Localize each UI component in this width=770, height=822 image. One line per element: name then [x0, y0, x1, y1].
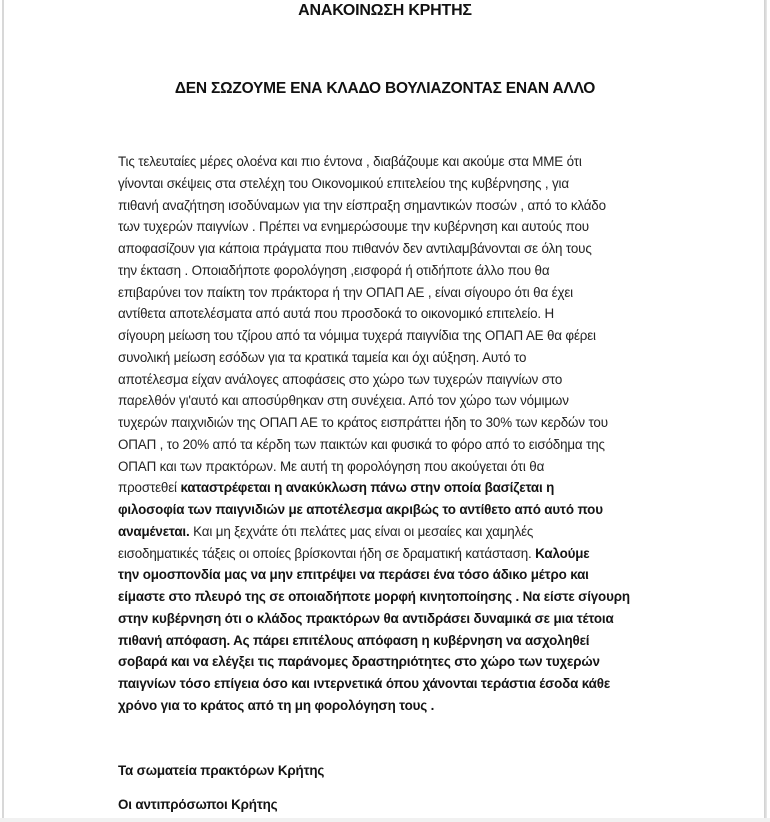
body-text-run: επιβαρύνει τον παίκτη τον πράκτορα ή την ΟΠΑΠ ΑΕ , είναι σίγουρο ότι θα έχει [118, 284, 573, 300]
body-line [118, 521, 663, 543]
body-text-bold-run: πιθανή απόφαση. Ας πάρει επιτέλους απόφαση η κυβέρνηση να ασχοληθεί [118, 632, 590, 648]
body-text-bold-run: φιλοσοφία των παιγνιδιών με αποτέλεσμα ακριβώς το αντίθετο από αυτό που [118, 502, 603, 517]
body-text-run: πιθανή αναζήτηση ισοδύναμων για την είσπραξη σημαντικών ποσών , από το κλάδο [118, 197, 606, 213]
body-text-run: Και μη ξεχνάτε ότι πελάτες μας είναι οι μεσαίες και χαμηλές [189, 523, 534, 539]
body-line [118, 369, 663, 391]
body-text-run: παρελθόν γι'αυτό και αποσύρθηκαν στη συνέχεια. Από τον χώρο των νόμιμων [118, 393, 569, 409]
body-line [118, 260, 663, 282]
page-left-edge [2, 0, 4, 822]
body-line [118, 347, 663, 369]
signature-representatives: Οι αντιπρόσωποι Κρήτης [118, 797, 278, 812]
body-line [118, 499, 663, 521]
body-text-run: την έκταση . Οποιαδήποτε φορολόγηση ,εισφορά ή οτιδήποτε άλλο που θα [118, 262, 550, 278]
body-line [118, 390, 663, 412]
body-line [118, 173, 663, 195]
page-bottom-edge [0, 818, 770, 822]
body-text-run: αποφασίζουν για κάποια πράγματα που πιθανόν δεν αντιλαμβάνονται σε όλη τους [118, 241, 592, 256]
body-line [118, 673, 663, 695]
document-heading: ΑΝΑΚΟΙΝΩΣΗ ΚΡΗΤΗΣ [298, 2, 472, 19]
body-line [118, 434, 663, 456]
body-text-run: ΟΠΑΠ , το 20% από τα κέρδη των παικτών και φυσικά το φόρο από το εισόδημα της [118, 436, 605, 452]
body-text-bold-run: αναμένεται. [118, 523, 190, 539]
body-text-bold-run: Καλούμε [535, 545, 590, 561]
body-text-bold-run: είμαστε στο πλευρό της σε οποιαδήποτε μορφή κινητοποίησης . Να είστε σίγουρη [118, 589, 630, 604]
body-line [118, 412, 663, 434]
body-line [118, 586, 663, 608]
document-subheading: ΔΕΝ ΣΩΖΟΥΜΕ ΕΝΑ ΚΛΑΔΟ ΒΟΥΛΙΑΖΟΝΤΑΣ ΕΝΑΝ ΑΛΛΟ [174, 80, 596, 97]
body-text-run: αντίθετα αποτελέσματα από αυτά που προσδοκά το οικονομικό επιτελείο. Η [118, 306, 555, 322]
body-line [118, 238, 663, 260]
body-text-run: τυχερών παιχνιδιών της ΟΠΑΠ ΑΕ το κράτος εισπράττει ήδη το 30% των κερδών του [118, 415, 608, 430]
body-line [118, 216, 663, 238]
body-line [118, 630, 663, 652]
body-text-run: αποτέλεσμα είχαν ανάλογες αποφάσεις στο χώρο των τυχερών παιγνίων στο [118, 371, 563, 387]
body-line [118, 608, 663, 630]
body-text-run: γίνονται σκέψεις στα στελέχη του Οικονομικού επιτελείου της κυβέρνησης , για [118, 175, 569, 191]
body-line [118, 282, 663, 304]
body-text-bold-run: την ομοσπονδία μας να μην επιτρέψει να περάσει ένα τόσο άδικο μέτρο και [118, 567, 589, 583]
body-line [118, 543, 663, 565]
body-line [118, 477, 663, 499]
body-text-run: προστεθεί [118, 480, 181, 496]
body-text-bold-run: στην κυβέρνηση ότι ο κλάδος πρακτόρων θα αντιδράσει δυναμικά σε μια τέτοια [118, 610, 614, 626]
signature-agents-unions: Τα σωματεία πρακτόρων Κρήτης [118, 763, 325, 778]
body-text-run: εισοδηματικές τάξεις οι οποίες βρίσκονται ήδη σε δραματική κατάσταση. [118, 545, 536, 561]
body-text-bold-run: παιγνίων τόσο επίγεια όσο και ιντερνετικά όπου χάνονται τεράστια έσοδα κάθε [118, 676, 611, 691]
body-text-run: των τυχερών παιγνίων . Πρέπει να ενημερώσουμε την κυβέρνηση και αυτούς που [118, 219, 589, 235]
body-text-run: σίγουρη μείωση του τζίρου από τα νόμιμα τυχερά παιγνίδια της ΟΠΑΠ ΑΕ θα φέρει [118, 328, 596, 343]
body-line [118, 303, 663, 325]
body-text-bold-run: καταστρέφεται η ανακύκλωση πάνω στην οποία βασίζεται η [180, 480, 555, 496]
body-line [118, 695, 663, 717]
page-right-edge [764, 0, 767, 822]
body-line [118, 651, 663, 673]
body-text-run: Τις τελευταίες μέρες ολοένα και πιο έντονα , διαβάζουμε και ακούμε στα ΜΜΕ ότι [118, 154, 582, 169]
body-text-bold-run: σοβαρά και να ελέγξει τις παράνομες δραστηριότητες στο χώρο των τυχερών [118, 654, 600, 670]
body-line [118, 456, 663, 478]
body-line [118, 151, 663, 173]
body-text-bold-run: χρόνο για το κράτος από τη μη φορολόγηση τους . [118, 697, 435, 713]
body-line [118, 325, 663, 347]
body-text-run: συνολική μείωση εσόδων για τα κρατικά ταμεία και όχι αύξηση. Αυτό το [118, 349, 527, 365]
body-line [118, 195, 663, 217]
body-line [118, 564, 663, 586]
announcement-body [118, 151, 663, 717]
body-text-run: ΟΠΑΠ και των πρακτόρων. Με αυτή τη φορολόγηση που ακούγεται ότι θα [118, 458, 545, 474]
